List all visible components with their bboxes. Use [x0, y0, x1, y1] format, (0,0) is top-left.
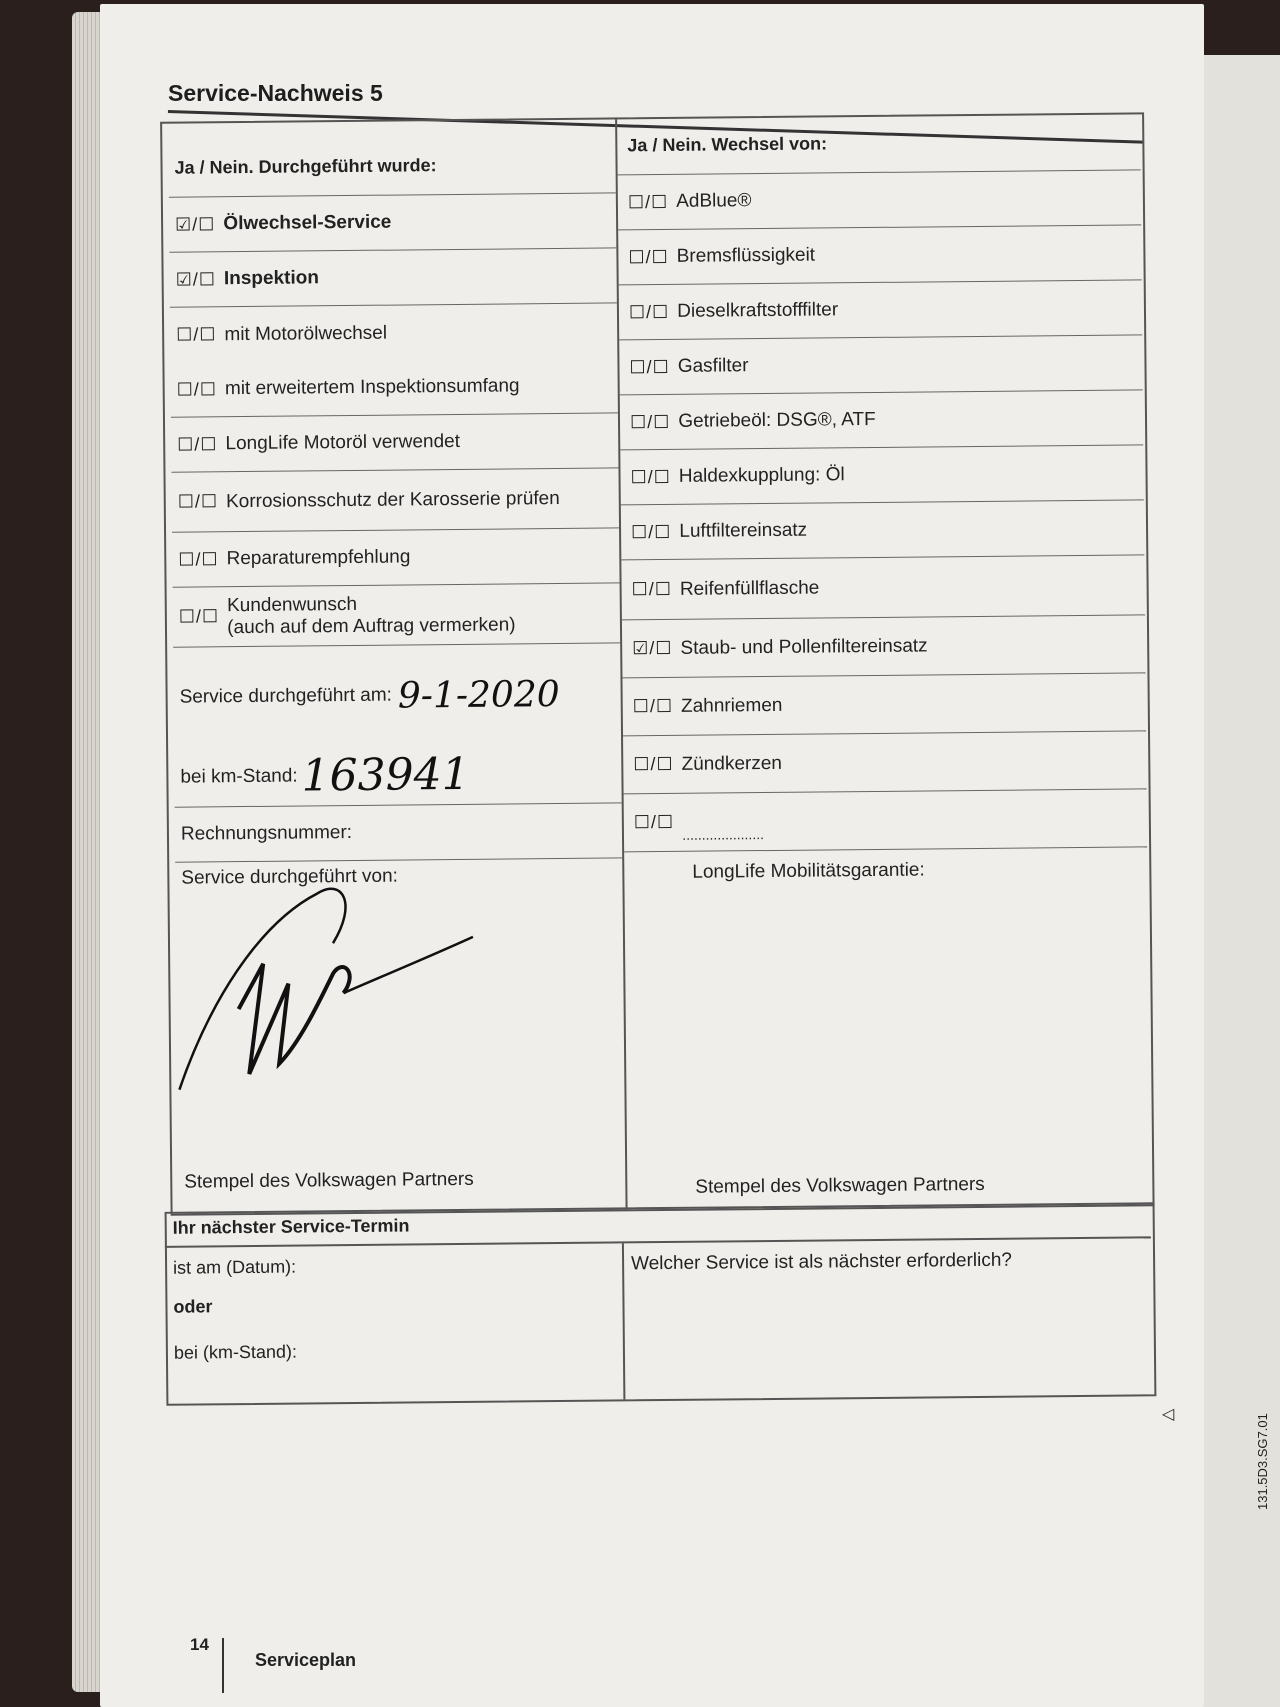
left-item-korrosion: [171, 468, 619, 532]
checkbox-icon: ☐/☐: [633, 753, 674, 775]
document-code: 131.5D3.SG7.01: [1255, 1413, 1270, 1510]
stamp-label-left: Stempel des Volkswagen Partners: [184, 1168, 474, 1193]
item-label: Dieselkraftstofffilter: [677, 299, 839, 322]
right-item-reifen: [621, 555, 1145, 620]
right-item-haldex: [620, 445, 1144, 505]
item-label: Bremsflüssigkeit: [676, 244, 816, 267]
blank-dotted-line: .....................: [682, 826, 765, 843]
checkbox-icon: ☑/☐: [632, 637, 673, 659]
checkbox-icon: ☑/☐: [175, 213, 216, 235]
invoice-row: [175, 803, 623, 862]
service-date-label: Service durchgeführt am:: [179, 684, 392, 708]
checkbox-icon: ☐/☐: [177, 491, 219, 512]
km-handwritten: 163941: [301, 748, 470, 802]
page-title: Service-Nachweis 5: [168, 80, 383, 106]
right-item-blank: [624, 789, 1148, 852]
performed-by-label: Service durchgeführt von:: [181, 865, 398, 889]
item-label: Zündkerzen: [681, 752, 783, 775]
item-label-note: (auch auf dem Auftrag vermerken): [227, 613, 516, 638]
checkbox-icon: ☐/☐: [629, 411, 671, 432]
checkbox-icon: ☑/☐: [175, 268, 217, 290]
item-label: AdBlue®: [676, 190, 752, 212]
item-label: Kundenwunsch: [226, 593, 358, 616]
checkbox-icon: ☐/☐: [176, 378, 218, 400]
longlife-label: LongLife Mobilitätsgarantie:: [692, 859, 925, 883]
invoice-label: Rechnungsnummer:: [180, 821, 353, 845]
checkbox-icon: ☐/☐: [627, 191, 669, 212]
item-label: Getriebeöl: DSG®, ATF: [678, 408, 876, 432]
checkbox-icon: ☐/☐: [631, 578, 672, 600]
km-row: [174, 743, 622, 807]
next-service-header: Ihr nächster Service-Termin: [172, 1215, 410, 1238]
service-form: [140, 100, 1173, 1450]
left-item-reparatur: [172, 528, 620, 587]
right-item-zahnriemen: [622, 673, 1146, 736]
right-item-gasfilter: [619, 335, 1143, 395]
checkbox-icon: ☐/☐: [178, 606, 220, 627]
next-km-label: bei (km-Stand):: [173, 1341, 298, 1363]
right-item-zuendkerzen: [623, 731, 1147, 794]
right-item-adblue: [618, 170, 1142, 230]
next-service-question: Welcher Service ist als nächster erforderlich?: [630, 1249, 1013, 1275]
checkbox-icon: ☐/☐: [630, 466, 671, 487]
next-or-label: oder: [173, 1296, 213, 1317]
item-label: LongLife Motoröl verwendet: [225, 430, 461, 455]
left-item-kundenwunsch: [173, 583, 621, 647]
checkbox-icon: ☐/☐: [176, 324, 217, 345]
right-item-pollen: [622, 615, 1146, 678]
item-label: Reifenfüllflasche: [679, 577, 820, 600]
right-item-diesel: [619, 280, 1143, 340]
signature: [167, 862, 499, 1095]
right-header: Ja / Nein. Wechsel von:: [617, 112, 1141, 175]
right-item-brems: [618, 225, 1142, 285]
service-date-row: [173, 643, 621, 747]
footer-section: Serviceplan: [255, 1650, 357, 1670]
item-label: Reparaturempfehlung: [226, 546, 411, 570]
page-number: 14: [190, 1635, 209, 1654]
item-label: Korrosionsschutz der Karosserie prüfen: [225, 487, 560, 512]
item-label: Luftfiltereinsatz: [679, 519, 808, 542]
checkbox-icon: ☐/☐: [629, 356, 670, 377]
checkbox-icon: ☐/☐: [633, 811, 675, 833]
right-item-getriebe: [620, 390, 1144, 450]
left-item-longlife: [171, 413, 619, 472]
left-item-erweitert: [170, 358, 618, 417]
item-label: mit erweitertem Inspektionsumfang: [224, 375, 520, 400]
left-item-inspektion: [169, 248, 617, 307]
footer-divider: [222, 1638, 224, 1693]
item-label: Gasfilter: [677, 355, 749, 377]
item-label: Ölwechsel-Service: [223, 211, 392, 235]
checkbox-icon: ☐/☐: [177, 433, 218, 455]
checkbox-icon: ☐/☐: [178, 548, 219, 570]
item-label: mit Motorölwechsel: [224, 322, 388, 345]
triangle-icon: ◁: [1162, 1406, 1175, 1423]
left-item-motoroel: [170, 303, 618, 362]
next-date-label: ist am (Datum):: [173, 1256, 297, 1278]
km-label: bei km-Stand:: [180, 765, 298, 788]
item-label: Haldexkupplung: Öl: [678, 464, 845, 487]
checkbox-icon: ☐/☐: [628, 301, 670, 322]
item-label: Zahnriemen: [680, 694, 783, 717]
service-date-handwritten: 9-1-2020: [397, 673, 560, 717]
checkbox-icon: ☐/☐: [630, 521, 672, 542]
left-item-oelwechsel: [169, 193, 617, 252]
checkbox-icon: ☐/☐: [628, 246, 669, 267]
checkbox-icon: ☐/☐: [632, 695, 674, 717]
stamp-label-right: Stempel des Volkswagen Partners: [695, 1173, 985, 1198]
item-label: Inspektion: [223, 267, 320, 290]
item-label: Staub- und Pollenfiltereinsatz: [680, 634, 928, 659]
right-item-luftfilter: [621, 500, 1145, 560]
left-header: Ja / Nein. Durchgeführt wurde:: [168, 135, 616, 197]
